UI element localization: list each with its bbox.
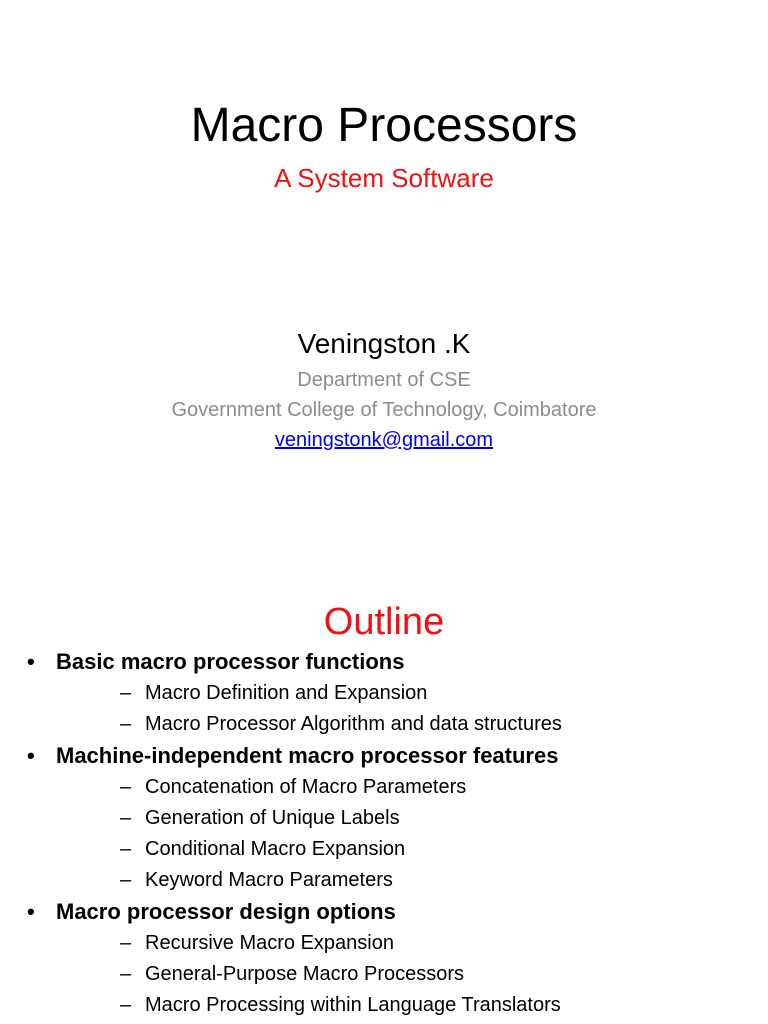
bullet-icon: • [27,743,35,768]
dash-icon: – [120,994,132,1016]
dash-icon: – [120,869,132,891]
outline-subitem-label: Macro Processor Algorithm and data structures [145,713,562,735]
outline-subitem-label: Macro Processing within Language Translators [145,994,561,1016]
outline-subitem-label: General-Purpose Macro Processors [145,963,465,985]
outline-list [0,646,768,1021]
outline-subitem-label: Generation of Unique Labels [145,807,400,829]
dash-icon: – [120,682,132,704]
outline-subitem [56,865,768,896]
outline-subitem [56,990,768,1021]
outline-sublist [56,928,768,1021]
outline-item-label: Machine-independent macro processor features [56,743,559,768]
outline-subitem-label: Macro Definition and Expansion [145,682,428,704]
outline-slide [0,576,768,1024]
outline-subitem [56,959,768,990]
outline-subitem [56,928,768,959]
outline-subitem [56,772,768,803]
dash-icon: – [120,807,132,829]
outline-subitem-label: Keyword Macro Parameters [145,869,393,891]
outline-item-label: Basic macro processor functions [56,649,405,674]
dash-icon: – [120,838,132,860]
dash-icon: – [120,776,132,798]
outline-sublist [56,678,768,740]
author-name: Veningston .K [297,328,471,359]
outline-subitem-label: Concatenation of Macro Parameters [145,776,467,798]
outline-subitem [56,678,768,709]
email-container [0,427,768,453]
outline-item-label: Macro processor design options [56,899,396,924]
outline-subitem [56,803,768,834]
outline-sublist [56,772,768,896]
bullet-icon: • [27,649,35,674]
department-text: Department of CSE [297,369,471,391]
outline-subitem [56,834,768,865]
dash-icon: – [120,932,132,954]
slide-title: Macro Processors [190,99,578,152]
outline-subitem [56,709,768,740]
dash-icon: – [120,713,132,735]
outline-item [0,646,768,740]
outline-title: Outline [323,601,445,643]
outline-subitem-label: Recursive Macro Expansion [145,932,394,954]
outline-item [0,740,768,896]
dash-icon: – [120,963,132,985]
college-text: Government College of Technology, Coimbatore [171,399,597,421]
outline-subitem-label: Conditional Macro Expansion [145,838,406,860]
bullet-icon: • [27,899,35,924]
slide-subtitle: A System Software [274,163,494,193]
email-link[interactable]: veningstonk@gmail.com [274,429,494,451]
outline-item [0,896,768,1021]
